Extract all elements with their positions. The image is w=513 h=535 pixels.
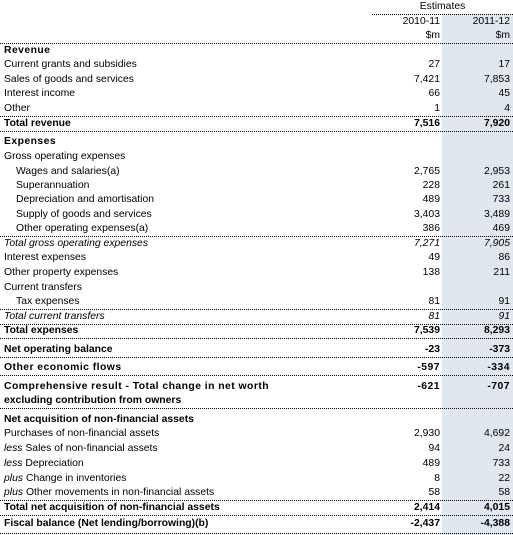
table-row <box>0 282 513 295</box>
row-label-text: Sales of non-financial assets <box>22 443 158 454</box>
row-label: Supply of goods and services <box>16 209 152 220</box>
value-2010-11: 2,930 <box>413 428 440 439</box>
value-2011-12: 24 <box>498 443 510 454</box>
value-2010-11: 66 <box>428 88 440 99</box>
value-2010-11: 3,403 <box>413 209 440 220</box>
table-row <box>0 487 513 501</box>
table-row <box>0 223 513 237</box>
row-label: Gross operating expenses <box>4 151 126 162</box>
table-row <box>0 136 513 149</box>
row-label <box>4 487 214 498</box>
value-2011-12: 4,692 <box>483 428 510 439</box>
value-2011-12: 8,293 <box>483 325 510 336</box>
table-row <box>0 209 513 222</box>
table-row <box>0 311 513 325</box>
row-label: Net acquisition of non-financial assets <box>4 414 194 425</box>
value-2011-12: -334 <box>487 362 510 373</box>
row-label-prefix: plus <box>4 487 24 498</box>
row-label <box>4 473 126 484</box>
table-row <box>0 344 513 358</box>
table-row <box>0 103 513 117</box>
row-label: Total gross operating expenses <box>4 238 149 249</box>
col1-unit-header: $m <box>425 30 440 41</box>
table-row <box>0 267 513 280</box>
table-row <box>0 428 513 441</box>
col2-unit-header: $m <box>495 30 510 41</box>
row-label: Net operating balance <box>4 344 113 355</box>
row-label: Tax expenses <box>16 296 80 307</box>
value-2010-11: 7,516 <box>413 118 440 129</box>
row-label: Total current transfers <box>4 311 105 322</box>
value-2011-12: 4 <box>504 103 510 114</box>
row-label: Current transfers <box>4 282 82 293</box>
value-2010-11: -597 <box>417 362 440 373</box>
value-2010-11: 386 <box>422 223 440 234</box>
row-label: Purchases of non-financial assets <box>4 428 160 439</box>
table-row <box>0 473 513 486</box>
table-row <box>0 458 513 471</box>
table-row <box>0 414 513 427</box>
row-label: Fiscal balance (Net lending/borrowing)(b) <box>4 518 209 529</box>
row-label: Revenue <box>4 45 51 56</box>
row-label: Depreciation and amortisation <box>16 194 155 205</box>
value-2010-11: 1 <box>434 103 440 114</box>
row-label: Interest income <box>4 88 76 99</box>
value-2011-12: 7,920 <box>483 118 510 129</box>
value-2011-12: 91 <box>498 296 510 307</box>
row-label-text: Change in inventories <box>23 473 127 484</box>
value-2011-12: 469 <box>492 223 510 234</box>
table-row <box>0 166 513 179</box>
table-row <box>0 88 513 101</box>
value-2010-11: 49 <box>428 252 440 263</box>
table-bottom-rule <box>0 533 513 534</box>
table-row <box>0 194 513 207</box>
table-row <box>0 395 513 409</box>
value-2010-11: 7,271 <box>413 238 440 249</box>
row-label: Interest expenses <box>4 252 87 263</box>
value-2010-11: 7,539 <box>413 325 440 336</box>
value-2010-11: 94 <box>428 443 440 454</box>
table-row <box>0 296 513 310</box>
table-row <box>0 252 513 265</box>
table-row <box>0 325 513 339</box>
value-2011-12: 733 <box>492 458 510 469</box>
row-label-prefix: less <box>4 458 23 469</box>
value-2010-11: 27 <box>428 59 440 70</box>
estimates-underline <box>372 14 513 15</box>
table-row <box>0 502 513 516</box>
value-2011-12: 22 <box>498 473 510 484</box>
table-row <box>0 180 513 193</box>
table-row <box>0 74 513 87</box>
col2-year-header: 2011-12 <box>472 16 510 27</box>
row-label: Superannuation <box>16 180 90 191</box>
col1-year-header: 2010-11 <box>402 16 440 27</box>
table-row <box>0 362 513 376</box>
value-2010-11: 81 <box>428 311 440 322</box>
row-label-prefix: plus <box>4 473 24 484</box>
value-2011-12: -707 <box>487 381 510 392</box>
row-label: Total revenue <box>4 118 71 129</box>
value-2010-11: 8 <box>434 473 440 484</box>
table-row <box>0 151 513 164</box>
value-2011-12: -373 <box>489 344 510 355</box>
row-label: Wages and salaries(a) <box>16 166 120 177</box>
value-2010-11: 81 <box>428 296 440 307</box>
table-row <box>0 45 513 58</box>
row-label: Other property expenses <box>4 267 119 278</box>
table-top-rule <box>0 43 513 44</box>
value-2011-12: -4,388 <box>480 518 510 529</box>
table-row <box>0 518 513 531</box>
row-label: Other economic flows <box>4 362 122 373</box>
value-2011-12: 4,015 <box>483 502 510 513</box>
row-label <box>4 458 84 469</box>
value-2010-11: -2,437 <box>410 518 440 529</box>
row-label-text: Other movements in non-financial assets <box>23 487 215 498</box>
row-label-prefix: less <box>4 443 23 454</box>
value-2011-12: 7,853 <box>483 74 510 85</box>
value-2011-12: 2,953 <box>483 166 510 177</box>
value-2010-11: 489 <box>422 458 440 469</box>
value-2010-11: 489 <box>422 194 440 205</box>
row-label: excluding contribution from owners <box>4 395 182 406</box>
row-label: Other <box>4 103 30 114</box>
row-label: Current grants and subsidies <box>4 59 137 70</box>
value-2010-11: 138 <box>422 267 440 278</box>
estimates-header: Estimates <box>419 1 466 12</box>
value-2010-11: 7,421 <box>413 74 440 85</box>
row-label: Total expenses <box>4 325 79 336</box>
table-row <box>0 238 513 251</box>
value-2011-12: 261 <box>492 180 510 191</box>
value-2011-12: 7,905 <box>483 238 510 249</box>
value-2011-12: 17 <box>498 59 510 70</box>
row-label <box>4 443 158 454</box>
row-label: Sales of goods and services <box>4 74 134 85</box>
value-2010-11: 2,414 <box>413 502 440 513</box>
value-2010-11: 2,765 <box>413 166 440 177</box>
row-label: Other operating expenses(a) <box>16 223 149 234</box>
table-row <box>0 118 513 132</box>
table-row <box>0 381 513 394</box>
table-row <box>0 59 513 72</box>
value-2011-12: 86 <box>498 252 510 263</box>
row-label: Comprehensive result - Total change in net worth <box>4 381 270 392</box>
value-2010-11: 228 <box>422 180 440 191</box>
table-row <box>0 443 513 456</box>
value-2011-12: 45 <box>498 88 510 99</box>
value-2011-12: 733 <box>492 194 510 205</box>
row-label-text: Depreciation <box>22 458 84 469</box>
value-2011-12: 91 <box>498 311 510 322</box>
row-label: Expenses <box>4 136 57 147</box>
value-2010-11: -621 <box>417 381 440 392</box>
value-2010-11: 58 <box>428 487 440 498</box>
value-2011-12: 211 <box>493 267 510 278</box>
value-2011-12: 58 <box>498 487 510 498</box>
value-2011-12: 3,489 <box>483 209 510 220</box>
value-2010-11: -23 <box>424 344 440 355</box>
row-label: Total net acquisition of non-financial assets <box>4 502 220 513</box>
